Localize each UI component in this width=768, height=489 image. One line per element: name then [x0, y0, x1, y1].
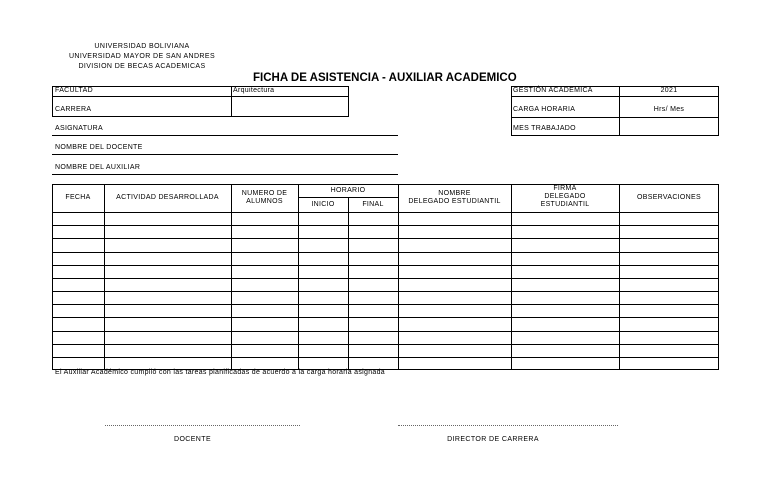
th-numero: [231, 184, 298, 212]
asignatura-label: ASIGNATURA: [55, 125, 103, 132]
docente-line: [52, 154, 398, 155]
th-firma-delegado: [511, 182, 619, 212]
auxiliar-line: [52, 174, 398, 175]
th-final: FINAL: [362, 201, 384, 208]
table-row-line: [52, 265, 719, 266]
th-observaciones: OBSERVACIONES: [637, 194, 701, 201]
carga-value: Hrs/ Mes: [653, 106, 685, 113]
header-bottom-line: [52, 212, 719, 213]
table-row-line: [52, 317, 719, 318]
asignatura-line: [52, 135, 398, 136]
table-row-line: [52, 225, 719, 226]
table-row-line: [52, 304, 719, 305]
th-firma-line-3: ESTUDIANTIL: [540, 201, 590, 208]
docente-signature-label: DOCENTE: [173, 436, 212, 443]
docente-label: NOMBRE DEL DOCENTE: [55, 144, 143, 151]
institution-line-3: DIVISION DE BECAS ACADEMICAS: [78, 63, 206, 70]
table-row-line: [52, 278, 719, 279]
table-row-line: [52, 344, 719, 345]
carga-label: CARGA HORARIA: [513, 106, 576, 113]
mes-label: MES TRABAJADO: [513, 125, 576, 132]
facultad-carrera-box: [52, 86, 349, 117]
th-nombre-line-1: NOMBRE: [438, 190, 471, 197]
table-row-line: [52, 331, 719, 332]
director-signature-label: DIRECTOR DE CARRERA: [447, 436, 539, 443]
institution-line-2: UNIVERSIDAD MAYOR DE SAN ANDRES: [68, 53, 216, 60]
th-nombre-line-2: DELEGADO ESTUDIANTIL: [408, 198, 501, 205]
facultad-value-divider: [231, 86, 232, 117]
footer-note: El Auxiliar Académico cumplió con las tareas planificadas de acuerdo a la carga horaria asignada: [55, 369, 385, 376]
th-fecha: FECHA: [65, 194, 91, 201]
facultad-value: Arquitectura: [233, 87, 275, 94]
table-row-line: [52, 291, 719, 292]
docente-signature-line: [105, 425, 300, 426]
carrera-label: CARRERA: [55, 106, 92, 113]
th-horario: HORARIO: [330, 186, 366, 194]
auxiliar-label: NOMBRE DEL AUXILIAR: [55, 164, 141, 171]
table-row-line: [52, 357, 719, 358]
th-firma-line-2: DELEGADO: [544, 193, 586, 200]
institution-line-1: UNIVERSIDAD BOLIVIANA: [94, 43, 190, 50]
director-signature-line: [398, 425, 618, 426]
table-row-line: [52, 238, 719, 239]
th-actividad: ACTIVIDAD DESARROLLADA: [116, 194, 219, 201]
th-numero-line-1: NUMERO DE: [241, 190, 288, 197]
gestion-label: GESTIÓN ACADEMICA: [513, 87, 593, 94]
facultad-divider: [52, 96, 349, 97]
table-row-line: [52, 252, 719, 253]
facultad-label: FACULTAD: [55, 87, 93, 94]
gestion-value: 2021: [660, 87, 678, 94]
th-inicio: INICIO: [311, 201, 335, 208]
th-numero-line-2: ALUMNOS: [246, 198, 283, 205]
th-nombre-delegado: [398, 184, 511, 212]
form-title: FICHA DE ASISTENCIA - AUXILIAR ACADEMICO: [253, 72, 517, 84]
gestion-divider: [511, 96, 719, 97]
carga-divider: [511, 117, 719, 118]
th-firma-line-1: FIRMA: [553, 185, 577, 192]
